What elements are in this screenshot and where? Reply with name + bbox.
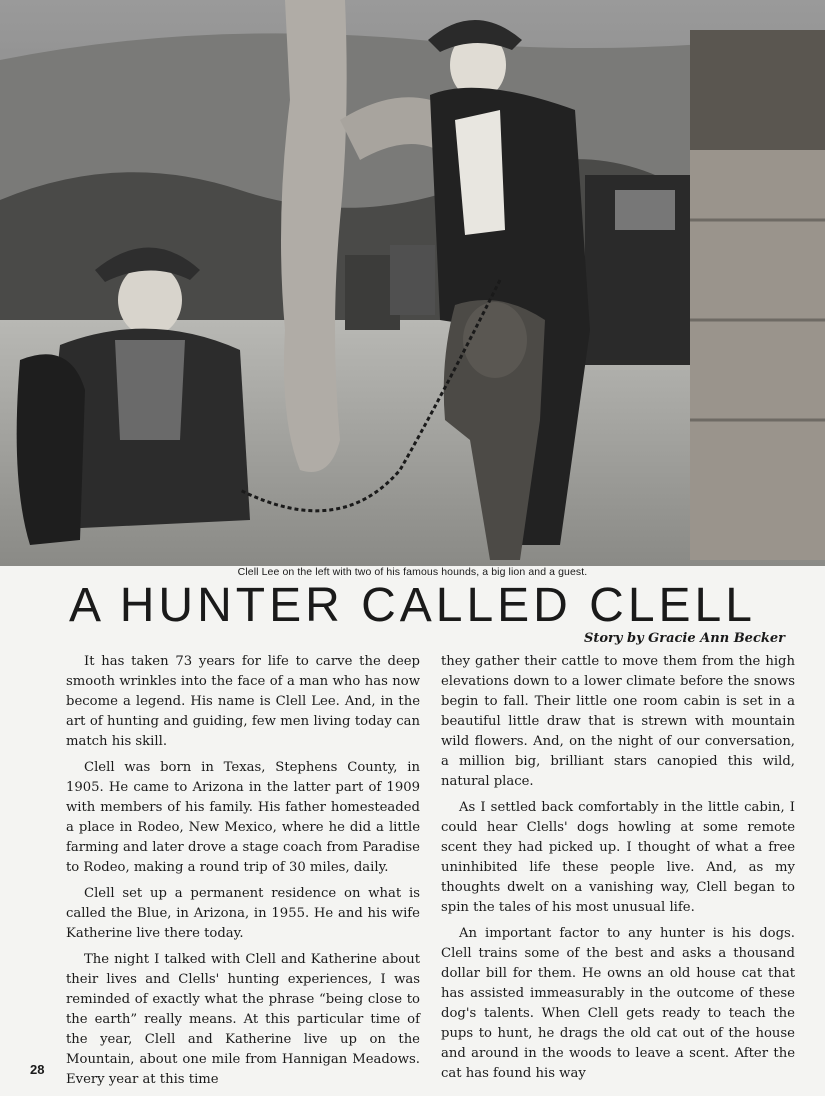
paragraph: they gather their cattle to move them from the high elevations down to a lower climate before the snows begin to fall. Their little one room cabin is set in a beautiful little draw that is strewn with mountain wild flowers. And, on the night of our conversation, a million big, brilliant stars canopied this wild, natural place.	[441, 654, 795, 789]
page-number: 28	[30, 1062, 45, 1077]
right-column	[441, 652, 795, 1090]
paragraph: The night I talked with Clell and Katherine about their lives and Clells' hunting experiences, I was reminded of exactly what the phrase “being close to the earth” really means. At this particular time of the year, Clell and Katherine live up on the Mountain, about one mile from Hannigan Meadows. Every year at this time	[66, 952, 420, 1087]
paragraph: As I settled back comfortably in the little cabin, I could hear Clells' dogs howling at some remote scent they had picked up. I thought of what a free uninhibited life these people live. And, as my thoughts dwelt on a vanishing way, Clell began to spin the tales of his most unusual life.	[441, 800, 795, 915]
paragraph: It has taken 73 years for life to carve the deep smooth wrinkles into the face of a man who has now become a legend. His name is Clell Lee. And, in the art of hunting and guiding, few men living today can match his skill.	[66, 654, 420, 749]
paragraph: Clell was born in Texas, Stephens County, in 1905. He came to Arizona in the latter part of 1909 with members of his family. His father homesteaded a place in Rodeo, New Mexico, where he did a little farming and later drove a stage coach from Paradise to Rodeo, making a round trip of 30 miles, daily.	[66, 760, 420, 875]
left-column	[66, 652, 420, 1096]
photo-caption: Clell Lee on the left with two of his famous hounds, a big lion and a guest.	[237, 566, 588, 578]
byline: Story by Gracie Ann Becker	[583, 631, 785, 646]
paragraph: An important factor to any hunter is his dogs. Clell trains some of the best and asks a thousand dollar bill for them. He owns an old house cat that has assisted immeasurably in the outcome of these dog's talents. When Clell gets ready to teach the pups to hunt, he drags the old cat out of the house and around in the woods to leave a scent. After the cat has found his way	[441, 926, 795, 1081]
paragraph: Clell set up a permanent residence on what is called the Blue, in Arizona, in 1955. He and his wife Katherine live there today.	[66, 886, 420, 941]
article-title: A HUNTER CALLED CLELL	[69, 579, 756, 632]
